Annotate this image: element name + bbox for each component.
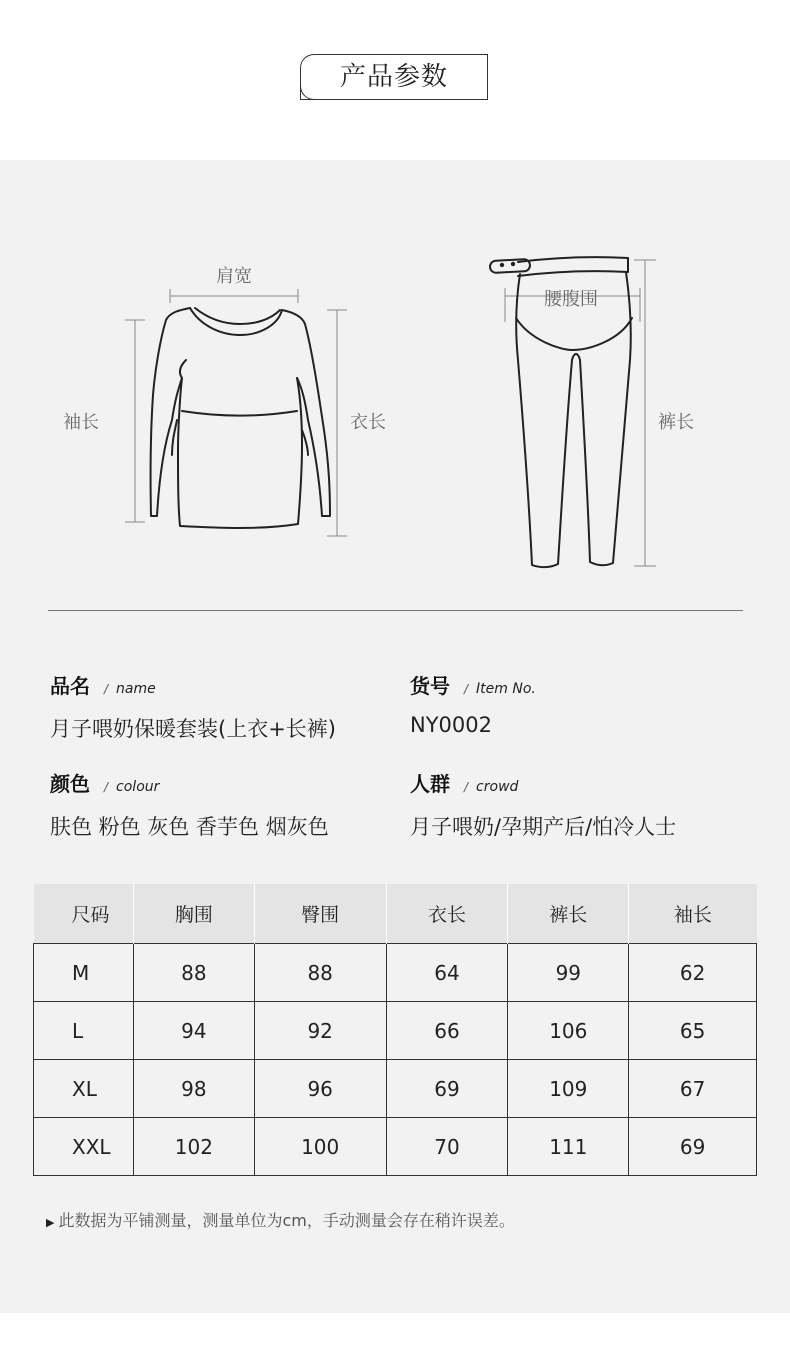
page-title: 产品参数 (339, 62, 448, 92)
bottom-strip (0, 1313, 790, 1372)
item-no-value: NY0002 (410, 713, 492, 737)
table-row (34, 944, 757, 1002)
table-cell: 94 (133, 1002, 254, 1060)
measurement-note (46, 1208, 515, 1231)
info-item-no (410, 670, 536, 737)
table-cell: 96 (254, 1060, 386, 1118)
table-row (34, 1118, 757, 1176)
table-cell: 70 (386, 1118, 508, 1176)
table-cell: M (34, 944, 134, 1002)
header-pants-length: 裤长 (508, 884, 629, 944)
table-cell: 88 (133, 944, 254, 1002)
crowd-en-label: crowd (476, 779, 519, 795)
table-cell: 92 (254, 1002, 386, 1060)
slash-icon: / (464, 780, 469, 794)
colour-value: 肤色 粉色 灰色 香芋色 烟灰色 (50, 815, 329, 839)
table-cell: 65 (629, 1002, 757, 1060)
slash-icon: / (104, 780, 109, 794)
header-hip: 臀围 (254, 884, 386, 944)
divider (48, 610, 743, 611)
table-cell: 98 (133, 1060, 254, 1118)
sleeve-length-label: 袖长 (63, 412, 99, 433)
item-no-en-label: Item No. (476, 681, 536, 697)
header-chest: 胸围 (133, 884, 254, 944)
table-cell: 69 (629, 1118, 757, 1176)
header-size: 尺码 (34, 884, 134, 944)
pants-length-label: 裤长 (658, 412, 694, 433)
table-cell: 64 (386, 944, 508, 1002)
table-cell: 99 (508, 944, 629, 1002)
colour-label: 颜色 (50, 772, 90, 796)
info-crowd (410, 768, 676, 841)
table-cell: L (34, 1002, 134, 1060)
slash-icon: / (464, 682, 469, 696)
info-colour (50, 768, 329, 841)
crowd-label: 人群 (410, 772, 450, 796)
item-no-label: 货号 (410, 674, 450, 698)
table-row (34, 1060, 757, 1118)
size-table (33, 884, 757, 1176)
header-sleeve-length: 袖长 (629, 884, 757, 944)
table-cell: 67 (629, 1060, 757, 1118)
name-en-label: name (116, 681, 156, 697)
name-value: 月子喂奶保暖套装(上衣+长裤) (50, 717, 336, 741)
shoulder-label: 肩宽 (216, 266, 252, 287)
crowd-value: 月子喂奶/孕期产后/怕冷人士 (410, 815, 677, 839)
top-length-label: 衣长 (350, 412, 386, 433)
triangle-bullet-icon: ▶ (46, 1216, 55, 1229)
table-cell: 66 (386, 1002, 508, 1060)
table-cell: 88 (254, 944, 386, 1002)
info-name (50, 670, 336, 743)
table-header-row (34, 884, 757, 944)
table-cell: 109 (508, 1060, 629, 1118)
table-cell: 102 (133, 1118, 254, 1176)
table-cell: XL (34, 1060, 134, 1118)
table-cell: XXL (34, 1118, 134, 1176)
note-text: 此数据为平铺测量，测量单位为cm，手动测量会存在稍许误差。 (58, 1211, 515, 1230)
table-row (34, 1002, 757, 1060)
table-cell: 106 (508, 1002, 629, 1060)
name-label: 品名 (50, 674, 90, 698)
table-cell: 62 (629, 944, 757, 1002)
colour-en-label: colour (116, 779, 160, 795)
waist-label: 腰腹围 (544, 289, 598, 310)
header-top-length: 衣长 (386, 884, 508, 944)
slash-icon: / (104, 682, 109, 696)
table-cell: 69 (386, 1060, 508, 1118)
table-cell: 111 (508, 1118, 629, 1176)
shirt-dimension-lines (0, 0, 790, 620)
table-cell: 100 (254, 1118, 386, 1176)
